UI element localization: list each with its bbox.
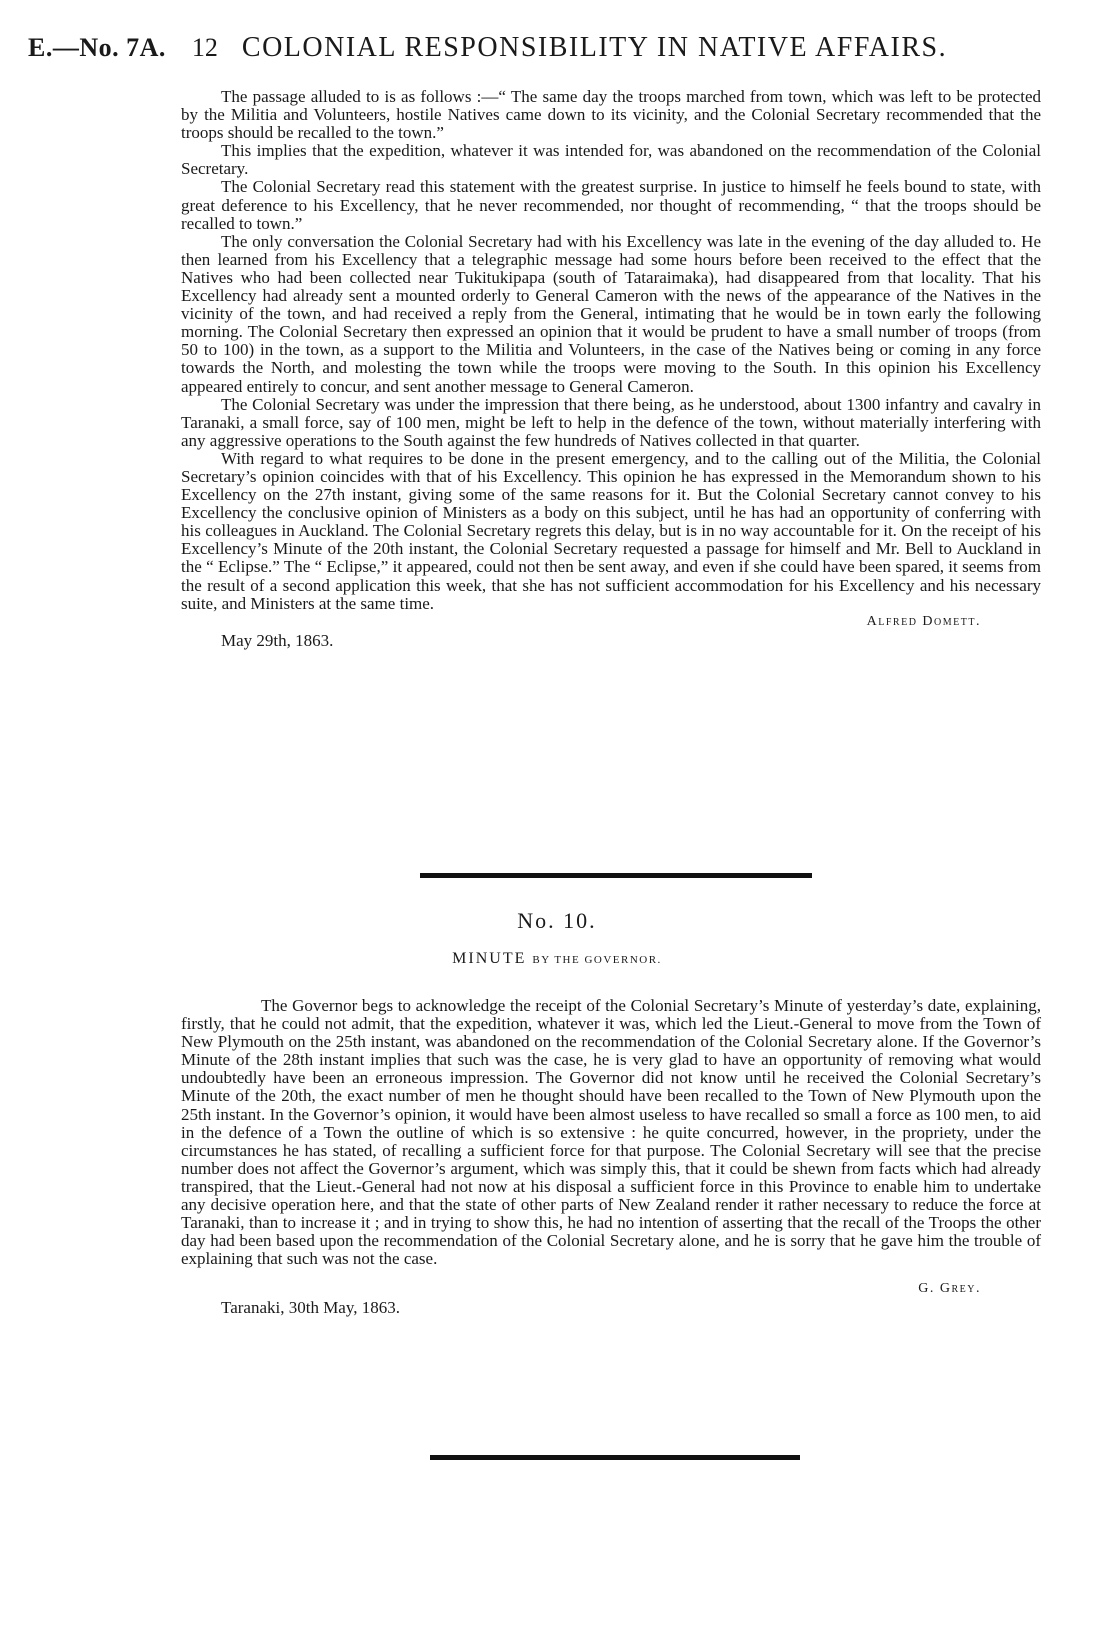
- section-minute-governor: [181, 997, 1041, 1318]
- paragraph: The Colonial Secretary read this statement with the greatest surprise. In justice to himself he feels bound to state, with great deference to his Excellency, that he never recommended, nor thought of recommending, “ that the troops should be recalled to town.”: [181, 177, 1041, 233]
- paragraph: The only conversation the Colonial Secretary had with his Excellency was late in the evening of the day alluded to. He then learned from his Excellency that a telegraphic message had some hours before been received to the effect that the Natives who had been collected near Tukitukipapa (south of Tataraimaka), had disappeared from that locality. That his Excellency had already sent a mounted orderly to General Cameron with the news of the appearance of the Natives in the vicinity of the town, and had received a reply from the General, intimating that he would be in town early the following morning. The Colonial Secretary then expressed an opinion that it would be prudent to have a small number of troops (from 50 to 100) in the town, as a support to the Militia and Volunteers, in the case of the Natives being or coming in any force towards the North, and molesting the town while the troops were moving to the South. In this opinion his Excellency appeared entirely to concur, and sent another message to General Cameron.: [181, 231, 1041, 396]
- paragraph: The passage alluded to is as follows :—“ The same day the troops marched from town, which was left to be protected by the Militia and Volunteers, hostile Natives came down to its vicinity, and the Colonial Secretary recommended that the troops should be recalled to the town.”: [181, 87, 1041, 143]
- paragraph: With regard to what requires to be done in the present emergency, and to the calling out of the Militia, the Colonial Secretary’s opinion coincides with that of his Excellency. This opinion he has expressed in the Memorandum shown to his Excellency on the 27th instant, giving some of the same reasons for it. But the Colonial Secretary cannot convey to his Excellency the conclusive opinion of Ministers as a body on this subject, until he has had an opportunity of conferring with his colleagues in Auckland. The Colonial Secretary regrets this delay, but is in no way accountable for it. On the receipt of his Excellency’s Minute of the 20th instant, the Colonial Secretary requested a passage for himself and Mr. Bell to Auckland in the “ Eclipse.” The “ Eclipse,” it appeared, could not then be sent away, and even if she could have been spared, it seems from the result of a second application this week, that she has not sufficient accommodation for his Excellency and his necessary suite, and Ministers at the same time.: [181, 448, 1041, 613]
- section-divider: [420, 873, 812, 878]
- paragraph: The Governor begs to acknowledge the receipt of the Colonial Secretary’s Minute of yesterday’s date, explaining, firstly, that he could not admit, that the expedition, whatever it was, which led the Lieut.-General to move from the Town of New Plymouth on the 25th instant, was abandoned on the recommendation of the Colonial Secretary alone. If the Governor’s Minute of the 28th instant implies that such was the case, he is very glad to have an opportunity of removing what would undoubtedly have been an erroneous impression. The Governor did not know until he received the Colonial Secretary’s Minute of the 20th, the exact number of men he thought should have been recalled to the Town of New Plymouth upon the 25th instant. In the Governor’s opinion, it would have been almost useless to have recalled so small a force as 100 men, to aid in the defence of a Town the outline of which is so extensive : he quite concurred, however, in the propriety, under the circumstances he has stated, of recalling a sufficient force for that purpose. The Colonial Secretary will see that the precise number does not affect the Governor’s argument, which was simply this, that it could be shewn from facts which had already transpired, that the Lieut.-General had not now at his disposal a sufficient force in this Province to enable him to undertake any decisive operation here, and that the state of other parts of New Zealand render it rather necessary to reduce the force at Taranaki, than to increase it ; and in trying to show this, he had no intention of asserting that the recall of the Troops the other day had been based upon the recommendation of the Colonial Secretary alone, and he is sorry that he gave him the trouble of explaining that such was not the case.: [181, 996, 1041, 1269]
- section-minute-colonial-secretary: [181, 88, 1041, 651]
- document-reference: E.—No. 7A.: [28, 33, 166, 62]
- running-title: COLONIAL RESPONSIBILITY IN NATIVE AFFAIRS.: [241, 32, 948, 63]
- section-divider: [430, 1455, 800, 1460]
- minute-heading-main: MINUTE: [452, 950, 527, 967]
- section-number: No. 10.: [517, 908, 597, 933]
- page-number: 12: [191, 33, 218, 62]
- signature: Alfred Domett.: [866, 613, 981, 629]
- paragraph: The Colonial Secretary was under the impression that there being, as he understood, about 1300 infantry and cavalry in Taranaki, a small force, say of 100 men, might be left to help in the defence of the town, without materially interfering with any aggressive operations to the South against the few hundreds of Natives collected in that quarter.: [181, 394, 1041, 450]
- signature: G. Grey.: [918, 1281, 981, 1297]
- date-line: Taranaki, 30th May, 1863.: [221, 1298, 400, 1318]
- paragraph: This implies that the expedition, whatever it was intended for, was abandoned on the recommendation of the Colonial Secretary.: [181, 141, 1041, 179]
- minute-heading-rest: BY THE GOVERNOR.: [532, 954, 662, 966]
- page-header: [28, 32, 1028, 64]
- date-line: May 29th, 1863.: [221, 630, 334, 650]
- minute-heading: [0, 950, 1114, 968]
